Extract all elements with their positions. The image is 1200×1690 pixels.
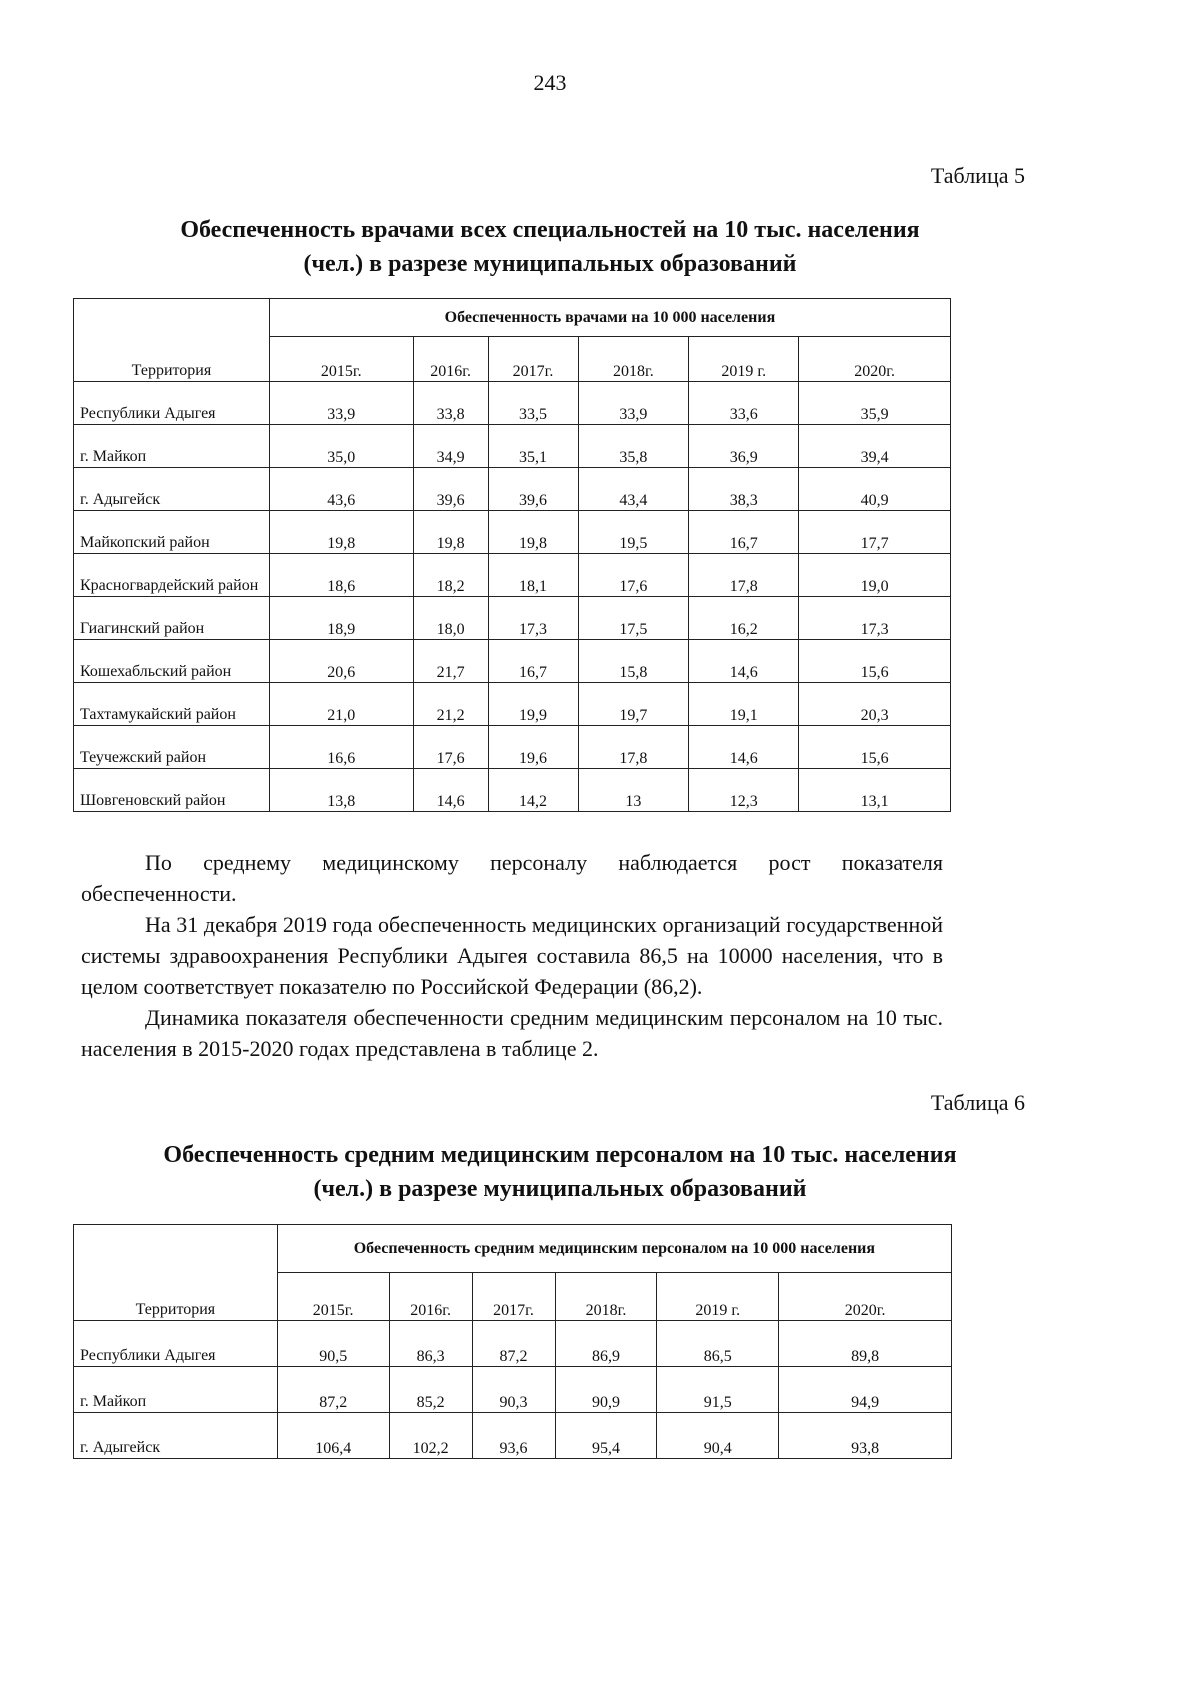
value-cell: 43,4 xyxy=(578,468,689,511)
territory-cell: Кошехабльский район xyxy=(74,640,270,683)
value-cell: 19,9 xyxy=(488,683,578,726)
table-row xyxy=(74,425,951,468)
table6-title-line2: (чел.) в разрезе муниципальных образований xyxy=(313,1176,807,1202)
value-cell: 33,8 xyxy=(413,382,488,425)
year-header: 2019 г. xyxy=(657,1273,779,1321)
table-row xyxy=(74,511,951,554)
territory-cell: Майкопский район xyxy=(74,511,270,554)
value-cell: 21,0 xyxy=(269,683,413,726)
table5-title xyxy=(0,213,1100,281)
paragraph-2: На 31 декабря 2019 года обеспеченность медицинских организаций государственной системы здравоохранения Республики Адыгея составила 86,5 на 10000 населения, что в целом соответствует показателю по Российской Федерации (86,2). xyxy=(81,912,943,999)
value-cell: 17,5 xyxy=(578,597,689,640)
value-cell: 93,6 xyxy=(472,1413,555,1459)
value-cell: 86,5 xyxy=(657,1321,779,1367)
value-cell: 15,6 xyxy=(799,640,951,683)
value-cell: 17,8 xyxy=(689,554,799,597)
value-cell: 102,2 xyxy=(389,1413,472,1459)
table6-title-line1: Обеспеченность средним медицинским персоналом на 10 тыс. населения xyxy=(163,1142,957,1168)
value-cell: 39,6 xyxy=(488,468,578,511)
table-row xyxy=(74,1321,952,1367)
year-header: 2015г. xyxy=(269,337,413,382)
year-header: 2018г. xyxy=(578,337,689,382)
value-cell: 19,8 xyxy=(269,511,413,554)
value-cell: 14,6 xyxy=(413,769,488,812)
value-cell: 19,5 xyxy=(578,511,689,554)
table6-label: Таблица 6 xyxy=(930,1090,1025,1115)
year-header: 2017г. xyxy=(472,1273,555,1321)
territory-cell: г. Адыгейск xyxy=(74,1413,278,1459)
value-cell: 85,2 xyxy=(389,1367,472,1413)
table5-doctors-per-10000 xyxy=(73,298,951,812)
page-number: 243 xyxy=(533,70,567,95)
value-cell: 86,3 xyxy=(389,1321,472,1367)
paragraph-3: Динамика показателя обеспеченности средним медицинским персоналом на 10 тыс. населения в 2015-2020 годах представлена в таблице 2. xyxy=(81,1005,943,1061)
territory-cell: Тахтамукайский район xyxy=(74,683,270,726)
value-cell: 19,8 xyxy=(488,511,578,554)
value-cell: 21,7 xyxy=(413,640,488,683)
value-cell: 39,6 xyxy=(413,468,488,511)
value-cell: 14,2 xyxy=(488,769,578,812)
value-cell: 94,9 xyxy=(779,1367,952,1413)
table5-title-line1: Обеспеченность врачами всех специальностей на 10 тыс. населения xyxy=(180,217,920,243)
table-row xyxy=(74,1367,952,1413)
value-cell: 87,2 xyxy=(472,1321,555,1367)
value-cell: 19,0 xyxy=(799,554,951,597)
value-cell: 19,6 xyxy=(488,726,578,769)
group-header: Обеспеченность средним медицинским персоналом на 10 000 населения xyxy=(277,1225,951,1273)
paragraph-1: По среднему медицинскому персоналу наблюдается рост показателя обеспеченности. xyxy=(81,850,943,906)
value-cell: 17,8 xyxy=(578,726,689,769)
value-cell: 90,4 xyxy=(657,1413,779,1459)
table-row xyxy=(74,597,951,640)
table-row xyxy=(74,468,951,511)
territory-cell: Красногвардейский район xyxy=(74,554,270,597)
group-header: Обеспеченность врачами на 10 000 населения xyxy=(269,299,950,337)
value-cell: 14,6 xyxy=(689,640,799,683)
territory-cell: г. Майкоп xyxy=(74,425,270,468)
territory-header: Территория xyxy=(74,299,270,382)
value-cell: 33,6 xyxy=(689,382,799,425)
value-cell: 18,1 xyxy=(488,554,578,597)
value-cell: 106,4 xyxy=(277,1413,389,1459)
value-cell: 34,9 xyxy=(413,425,488,468)
value-cell: 16,6 xyxy=(269,726,413,769)
table-row xyxy=(74,726,951,769)
value-cell: 33,9 xyxy=(269,382,413,425)
value-cell: 90,5 xyxy=(277,1321,389,1367)
value-cell: 20,6 xyxy=(269,640,413,683)
value-cell: 17,7 xyxy=(799,511,951,554)
year-header: 2020г. xyxy=(799,337,951,382)
year-header: 2017г. xyxy=(488,337,578,382)
territory-header: Территория xyxy=(74,1225,278,1321)
value-cell: 16,7 xyxy=(488,640,578,683)
value-cell: 90,9 xyxy=(555,1367,657,1413)
value-cell: 19,1 xyxy=(689,683,799,726)
value-cell: 16,7 xyxy=(689,511,799,554)
year-header: 2016г. xyxy=(389,1273,472,1321)
value-cell: 36,9 xyxy=(689,425,799,468)
value-cell: 15,6 xyxy=(799,726,951,769)
value-cell: 93,8 xyxy=(779,1413,952,1459)
value-cell: 15,8 xyxy=(578,640,689,683)
value-cell: 86,9 xyxy=(555,1321,657,1367)
value-cell: 21,2 xyxy=(413,683,488,726)
value-cell: 17,6 xyxy=(578,554,689,597)
table5-label: Таблица 5 xyxy=(930,163,1025,188)
year-header: 2015г. xyxy=(277,1273,389,1321)
value-cell: 13,1 xyxy=(799,769,951,812)
table-row xyxy=(74,640,951,683)
value-cell: 18,2 xyxy=(413,554,488,597)
table6-title xyxy=(10,1138,1110,1206)
value-cell: 43,6 xyxy=(269,468,413,511)
year-header: 2019 г. xyxy=(689,337,799,382)
territory-cell: Гиагинский район xyxy=(74,597,270,640)
territory-cell: Республики Адыгея xyxy=(74,1321,278,1367)
table-row xyxy=(74,382,951,425)
table-row xyxy=(74,1413,952,1459)
value-cell: 13,8 xyxy=(269,769,413,812)
year-header: 2018г. xyxy=(555,1273,657,1321)
territory-cell: Шовгеновский район xyxy=(74,769,270,812)
year-header: 2016г. xyxy=(413,337,488,382)
value-cell: 18,0 xyxy=(413,597,488,640)
value-cell: 35,9 xyxy=(799,382,951,425)
value-cell: 18,6 xyxy=(269,554,413,597)
territory-cell: Республики Адыгея xyxy=(74,382,270,425)
territory-cell: Теучежский район xyxy=(74,726,270,769)
value-cell: 17,3 xyxy=(488,597,578,640)
value-cell: 35,1 xyxy=(488,425,578,468)
value-cell: 35,8 xyxy=(578,425,689,468)
value-cell: 13 xyxy=(578,769,689,812)
value-cell: 19,8 xyxy=(413,511,488,554)
value-cell: 20,3 xyxy=(799,683,951,726)
value-cell: 19,7 xyxy=(578,683,689,726)
value-cell: 40,9 xyxy=(799,468,951,511)
value-cell: 17,6 xyxy=(413,726,488,769)
table-row xyxy=(74,769,951,812)
table5-title-line2: (чел.) в разрезе муниципальных образований xyxy=(303,251,797,277)
value-cell: 33,9 xyxy=(578,382,689,425)
value-cell: 38,3 xyxy=(689,468,799,511)
year-header: 2020г. xyxy=(779,1273,952,1321)
territory-cell: г. Майкоп xyxy=(74,1367,278,1413)
value-cell: 17,3 xyxy=(799,597,951,640)
value-cell: 18,9 xyxy=(269,597,413,640)
value-cell: 95,4 xyxy=(555,1413,657,1459)
value-cell: 16,2 xyxy=(689,597,799,640)
value-cell: 39,4 xyxy=(799,425,951,468)
value-cell: 35,0 xyxy=(269,425,413,468)
value-cell: 12,3 xyxy=(689,769,799,812)
table-row xyxy=(74,683,951,726)
value-cell: 90,3 xyxy=(472,1367,555,1413)
value-cell: 91,5 xyxy=(657,1367,779,1413)
value-cell: 33,5 xyxy=(488,382,578,425)
territory-cell: г. Адыгейск xyxy=(74,468,270,511)
table-row xyxy=(74,554,951,597)
value-cell: 89,8 xyxy=(779,1321,952,1367)
value-cell: 87,2 xyxy=(277,1367,389,1413)
value-cell: 14,6 xyxy=(689,726,799,769)
table6-nurses-per-10000 xyxy=(73,1224,952,1459)
text-block xyxy=(81,847,943,1064)
